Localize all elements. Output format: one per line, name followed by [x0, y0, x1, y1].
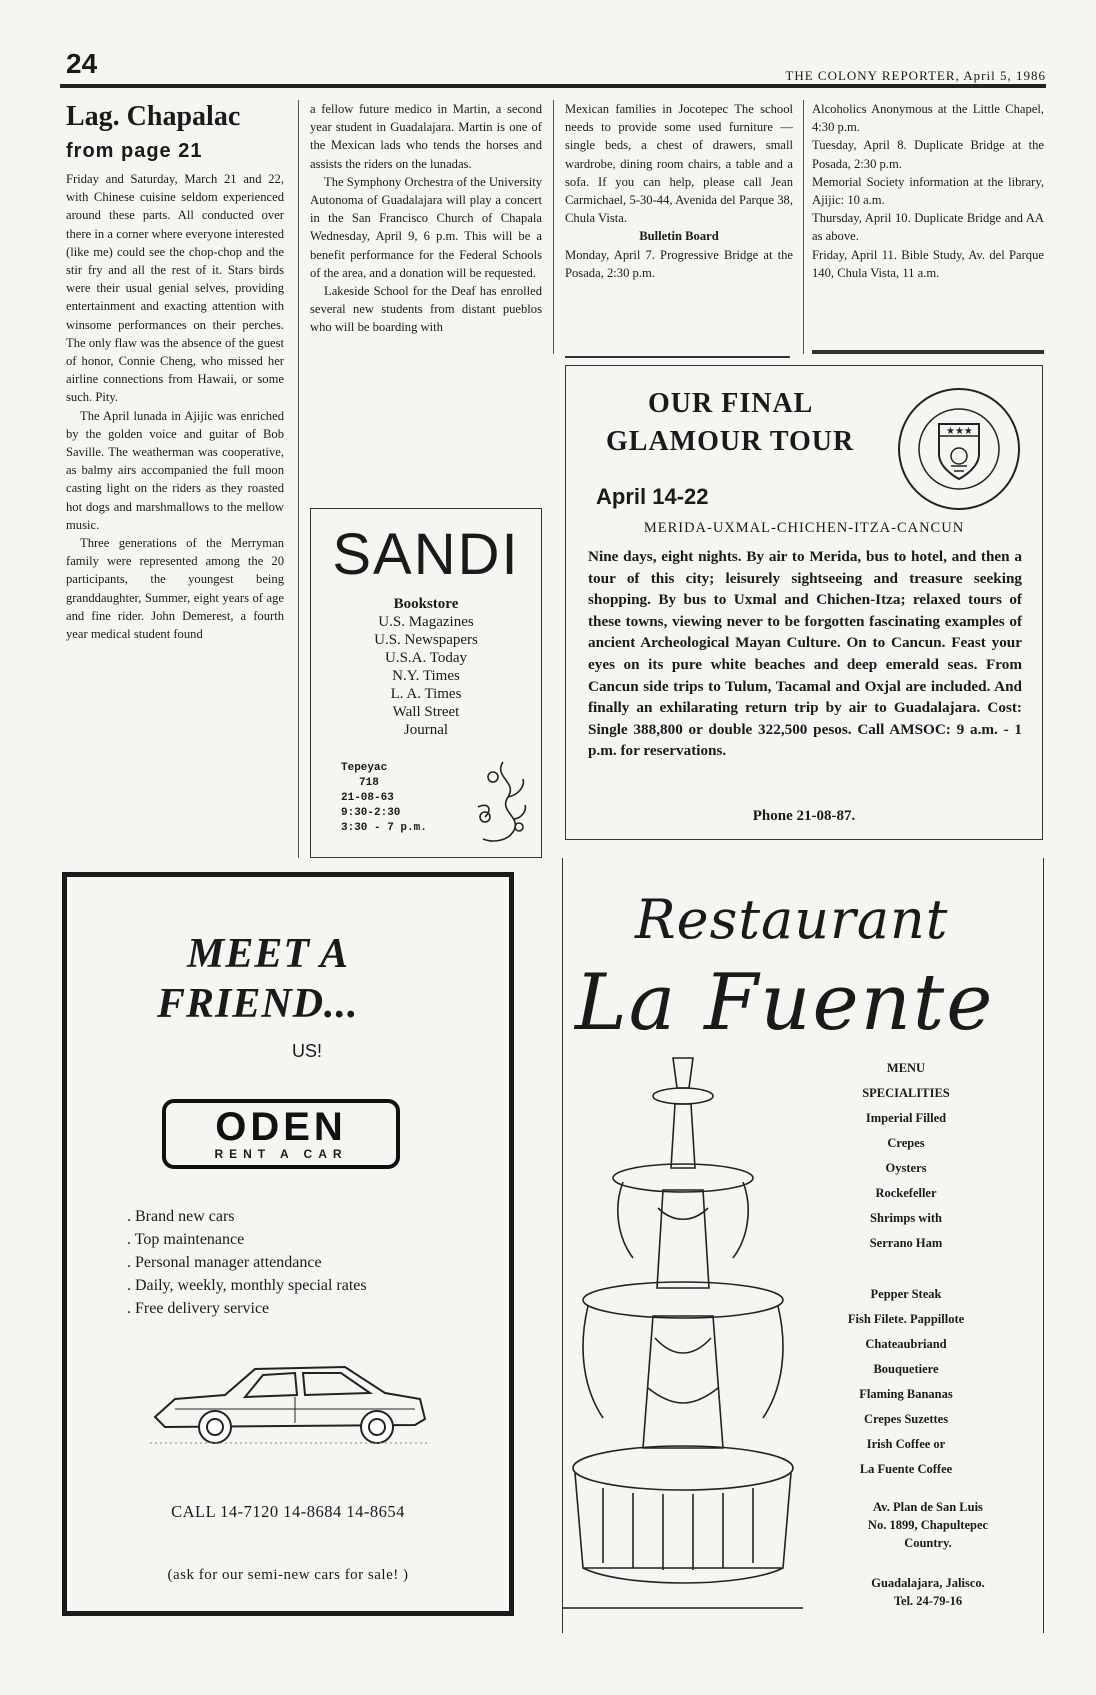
running-head: THE COLONY REPORTER, April 5, 1986 [785, 68, 1046, 83]
menu-item: Irish Coffee or [866, 1437, 946, 1451]
oden-headline-line-2: FRIEND... [157, 981, 359, 1027]
oden-feature-list [127, 1205, 367, 1320]
article-subhead: from page 21 [66, 140, 203, 162]
article-column-3 [565, 100, 793, 282]
article-column-2 [310, 100, 542, 337]
article-paragraph: Lakeside School for the Deaf has enrolled several new students from distant pueblos who will be boarding with [310, 284, 542, 335]
sandi-line: U.S. Magazines [378, 614, 474, 630]
restaurant-script-title: Restaurant [635, 888, 949, 951]
menu-item: Rockefeller [875, 1186, 937, 1200]
oden-logo [162, 1099, 400, 1169]
menu-item: Crepes [887, 1136, 925, 1150]
page-number: 24 [66, 48, 98, 79]
oden-feature: . Top maintenance [127, 1228, 367, 1251]
sandi-hours: 9:30-2:30 [341, 807, 401, 819]
column-rule [553, 100, 554, 354]
tour-title-line-1: OUR FINAL [648, 388, 814, 419]
sandi-phone: 21-08-63 [341, 792, 394, 804]
oden-rent-a-car-ad [62, 872, 514, 1616]
car-illustration-icon [145, 1347, 433, 1457]
sandi-address: Tepeyac [341, 762, 388, 774]
oden-logo-text: ODEN [215, 1105, 347, 1149]
floral-ornament-icon [463, 757, 533, 847]
restaurant-address-line: No. 1899, Chapultepec [867, 1518, 989, 1532]
restaurant-menu [803, 1056, 1009, 1482]
oden-feature: . Brand new cars [127, 1205, 367, 1228]
sandi-line: N.Y. Times [392, 668, 460, 684]
tour-route: MERIDA-UXMAL-CHICHEN-ITZA-CANCUN [643, 520, 965, 536]
column-rule [298, 100, 299, 858]
oden-feature: . Personal manager attendance [127, 1251, 367, 1274]
menu-item: Imperial Filled [865, 1111, 947, 1125]
restaurant-script-name: La Fuente [575, 958, 995, 1048]
menu-item: Oysters [885, 1161, 927, 1175]
sandi-address-number: 718 [359, 777, 379, 789]
section-rule [812, 350, 1044, 354]
menu-item: MENU [886, 1061, 926, 1075]
menu-item: Fish Filete. Pappillote [847, 1312, 965, 1326]
sandi-line: L. A. Times [390, 686, 462, 702]
bulletin-item: Tuesday, April 8. Duplicate Bridge at the Posada, 2:30 p.m. [812, 138, 1044, 171]
menu-item: La Fuente Coffee [859, 1462, 953, 1476]
menu-item: Bouquetiere [873, 1362, 939, 1376]
sandi-line: Wall Street [392, 704, 460, 720]
bulletin-item: Alcoholics Anonymous at the Little Chapel, 4:30 p.m. [812, 102, 1044, 135]
bulletin-item: Memorial Society information at the library, Ajijic: 10 a.m. [812, 174, 1044, 208]
article-paragraph: The April lunada in Ajijic was enriched by the golden voice and guitar of Bob Saville. The weatherman was cooperative, as balmy airs accompanied the full moon casting light on the riders as they roasted hot dogs and marshmallows to the mellow music. [66, 408, 284, 532]
sandi-contact [341, 761, 427, 836]
svg-text:★★★: ★★★ [946, 426, 973, 437]
article-paragraph: Three generations of the Merryman family were represented among the 20 participants, the youngest being granddaughter, Summer, eight years of age and fine rider. John Demerest, a fourth year medical student found [66, 536, 284, 642]
oden-headline [157, 929, 359, 1029]
oden-semi-new-note: (ask for our semi-new cars for sale! ) [167, 1567, 409, 1583]
oden-phone-numbers: CALL 14-7120 14-8684 14-8654 [171, 1502, 405, 1521]
sandi-line: U.S. Newspapers [374, 632, 478, 648]
sandi-hours: 3:30 - 7 p.m. [341, 822, 427, 834]
article-column-4 [812, 100, 1044, 282]
header-rule [60, 84, 1046, 88]
tour-phone: Phone 21-08-87. [752, 808, 856, 824]
restaurant-la-fuente-ad [562, 858, 1044, 1633]
menu-item: Crepes Suzettes [863, 1412, 949, 1426]
oden-feature: . Free delivery service [127, 1297, 367, 1320]
column-rule [803, 100, 804, 354]
bulletin-board-title: Bulletin Board [639, 229, 719, 244]
menu-item: SPECIALITIES [862, 1086, 950, 1100]
sandi-line: Journal [403, 722, 449, 738]
sandi-line: U.S.A. Today [384, 650, 467, 666]
tour-title-line-2: GLAMOUR TOUR [606, 426, 855, 457]
bulletin-item: Monday, April 7. Progressive Bridge at the Posada, 2:30 p.m. [565, 247, 793, 280]
restaurant-address-line: Country. [904, 1536, 952, 1550]
menu-item: Pepper Steak [870, 1287, 942, 1301]
article-paragraph: Mexican families in Jocotepec The school needs to provide some used furniture — single beds, a chest of drawers, small wardrobe, dining room chairs, a table and a sofa. If you can help, please call Jean Carmichael, 5-30-44, Avenida del Parque 38, Chula Vista. [565, 102, 793, 226]
oden-feature: . Daily, weekly, monthly special rates [127, 1274, 367, 1297]
tour-dates: April 14-22 [596, 484, 709, 509]
article-headline: Lag. Chapalac [66, 101, 241, 132]
menu-item: Chateaubriand [865, 1337, 947, 1351]
tour-description: Nine days, eight nights. By air to Merida, bus to hotel, and then a tour of this city; leisurely sightseeing and treasure seeking shopping. By bus to Uxmal and Chichen-Itza; relaxed tours of these towns, viewing never to be forgotten fascinating examples of ancient Archeological Mayan Culture. On to Cancun. Feast your eyes on its pure white beaches and deep emerald seas. From Cancun side trips to Tulum, Tacamal and Oxjal are included. And finally an exhilarating return trip by air to Guadalajara. Cost: Single 388,800 or double 322,500 pesos. Call AMSOC: 9 a.m. - 1 p.m. for reservations. [588, 548, 1022, 760]
restaurant-contact [843, 1574, 1013, 1610]
article-paragraph: a fellow future medico in Martin, a second year student in Guadalajara. Martin is one of the Mexican lads who tends the horses and assists the riders on the lunadas. [310, 102, 542, 171]
american-society-seal-icon [894, 384, 1024, 514]
section-rule [565, 356, 790, 358]
article-paragraph: The Symphony Orchestra of the University Autonoma of Guadalajara will play a concert in the San Francisco Church of Chapala Wednesday, April 9, 6 p.m. This will be a benefit performance for the Federal Schools of the area, and a donation will be requested. [310, 174, 542, 280]
restaurant-address-line: Av. Plan de San Luis [873, 1500, 983, 1514]
bulletin-item: Thursday, April 10. Duplicate Bridge and AA as above. [812, 211, 1044, 244]
oden-logo-subtext: RENT A CAR [214, 1147, 348, 1161]
article-column-1 [66, 100, 284, 643]
sandi-logo: SANDI [332, 522, 520, 587]
article-paragraph: Friday and Saturday, March 21 and 22, with Chinese cuisine seldom experienced around these parts. All conducted over there in a corner where everyone interested (like me) could see the chop-chop and the stir fry and all the rest of it. Stars birds were their usual genial selves, providing entertainment and exacting attention with winsome performances on their perches. The only flaw was the absence of the guest of honor, Connie Cheng, who missed her airline connections from Hawaii, or some such. Pity. [66, 172, 284, 405]
glamour-tour-ad [565, 365, 1043, 840]
menu-item: Shrimps with [870, 1211, 942, 1225]
menu-item: Flaming Bananas [859, 1387, 953, 1401]
fountain-illustration-icon [563, 1048, 803, 1628]
oden-us: US! [292, 1041, 323, 1061]
restaurant-phone: Tel. 24-79-16 [893, 1594, 963, 1608]
sandi-line: Bookstore [393, 596, 459, 612]
bulletin-item: Friday, April 11. Bible Study, Av. del Parque 140, Chula Vista, 11 a.m. [812, 247, 1044, 280]
restaurant-address [843, 1498, 1013, 1552]
menu-item: Serrano Ham [869, 1236, 943, 1250]
oden-headline-line-1: MEET A [187, 931, 349, 977]
restaurant-city: Guadalajara, Jalisco. [871, 1576, 985, 1590]
sandi-bookstore-ad [310, 508, 542, 858]
